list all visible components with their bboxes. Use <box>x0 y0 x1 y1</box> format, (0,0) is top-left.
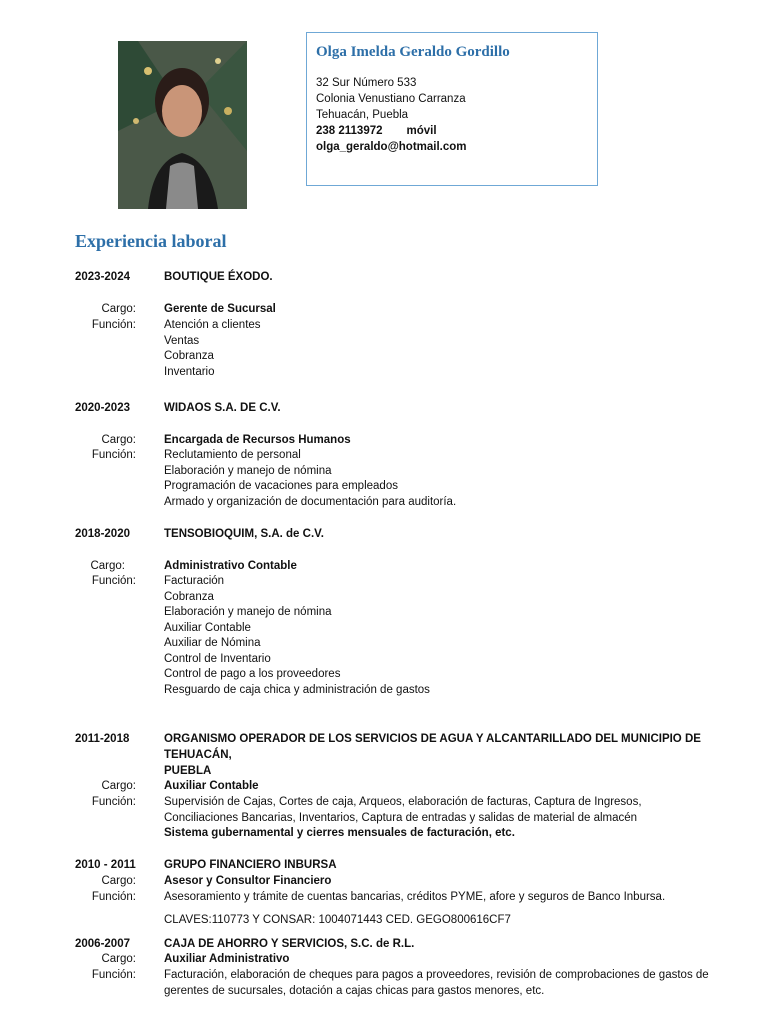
function-item: Auxiliar de Nómina <box>164 637 261 649</box>
job-years: 2011-2018 <box>75 733 130 745</box>
job-company: BOUTIQUE ÉXODO. <box>164 271 273 283</box>
phone-type: móvil <box>406 125 437 137</box>
function-item: Facturación <box>164 575 225 587</box>
job-functions <box>164 795 724 842</box>
function-item: Elaboración y manejo de nómina <box>164 464 332 477</box>
contact-name: Olga Imelda Geraldo Gordillo <box>316 44 510 60</box>
job-claves: CLAVES:110773 Y CONSAR: 1004071443 CED. GEGO800616CF7 <box>164 914 511 926</box>
address-line-1: 32 Sur Número 533 <box>316 77 417 89</box>
function-item: Armado y organización de documentación para auditoría. <box>164 495 457 508</box>
section-title: Experiencia laboral <box>75 231 227 251</box>
cargo-label: Cargo: <box>101 780 136 792</box>
cargo-label: Cargo: <box>90 560 125 572</box>
function-item: Auxiliar Contable <box>164 621 251 634</box>
job-functions <box>164 574 724 698</box>
job-cargo: Encargada de Recursos Humanos <box>164 434 351 446</box>
function-item: Reclutamiento de personal <box>164 449 301 461</box>
function-item: Control de pago a los proveedores <box>164 668 341 680</box>
funcion-label: Función: <box>91 891 136 903</box>
phone-line <box>316 123 588 139</box>
job-functions <box>164 318 724 380</box>
email: olga_geraldo@hotmail.com <box>316 141 467 153</box>
cargo-label: Cargo: <box>101 875 136 887</box>
funcion-label: Función: <box>91 449 136 461</box>
address-line-3: Tehuacán, Puebla <box>316 109 409 121</box>
phone-number: 238 2113972 <box>316 125 383 137</box>
job-cargo: Gerente de Sucursal <box>164 303 276 315</box>
cargo-label: Cargo: <box>101 434 136 446</box>
address-line-2: Colonia Venustiano Carranza <box>316 93 466 105</box>
job-years: 2020-2023 <box>75 402 130 414</box>
funcion-label: Función: <box>91 575 136 587</box>
function-item: Cobranza <box>164 590 214 603</box>
job-company: TENSOBIOQUIM, S.A. de C.V. <box>164 528 324 540</box>
function-item: Programación de vacaciones para empleados <box>164 480 398 492</box>
job-cargo: Administrativo Contable <box>164 560 297 572</box>
company-line: ORGANISMO OPERADOR DE LOS SERVICIOS DE AGUA Y ALCANTARILLADO DEL MUNICIPIO DE TEHUACÁN, <box>164 733 701 761</box>
job-cargo: Auxiliar Administrativo <box>164 953 290 965</box>
job-company: CAJA DE AHORRO Y SERVICIOS, S.C. de R.L. <box>164 938 415 950</box>
cargo-label: Cargo: <box>101 303 136 315</box>
job-cargo: Asesor y Consultor Financiero <box>164 875 332 887</box>
function-item: Elaboración y manejo de nómina <box>164 606 332 618</box>
function-item: Control de Inventario <box>164 652 271 665</box>
function-item: Facturación, elaboración de cheques para pagos a proveedores, revisión de comprobaciones de gastos de <box>164 969 709 981</box>
company-line: PUEBLA <box>164 765 212 777</box>
job-functions <box>164 968 724 999</box>
profile-photo <box>118 41 247 209</box>
contact-box <box>306 32 598 186</box>
job-years: 2023-2024 <box>75 271 130 283</box>
job-years: 2010 - 2011 <box>75 859 136 871</box>
function-item: gerentes de sucursales, dotación a cajas chicas para gastos menores, etc. <box>164 984 545 997</box>
function-item: Resguardo de caja chica y administración de gastos <box>164 683 430 696</box>
job-cargo: Auxiliar Contable <box>164 780 259 792</box>
funcion-label: Función: <box>91 796 136 808</box>
job-years: 2006-2007 <box>75 938 130 950</box>
job-company <box>164 732 724 780</box>
funcion-label: Función: <box>91 319 136 331</box>
function-item: Cobranza <box>164 350 214 362</box>
job-functions <box>164 448 724 510</box>
funcion-label: Función: <box>91 969 136 981</box>
function-item: Inventario <box>164 365 215 378</box>
job-years: 2018-2020 <box>75 528 130 540</box>
job-company: WIDAOS S.A. DE C.V. <box>164 402 281 414</box>
function-item: Ventas <box>164 334 200 347</box>
function-item: Atención a clientes <box>164 319 261 331</box>
function-item: Conciliaciones Bancarias, Inventarios, Captura de entradas y salidas de material de almacén <box>164 811 638 824</box>
cargo-label: Cargo: <box>101 953 136 965</box>
function-item: Sistema gubernamental y cierres mensuales de facturación, etc. <box>164 827 515 839</box>
job-company: GRUPO FINANCIERO INBURSA <box>164 859 337 871</box>
job-function: Asesoramiento y trámite de cuentas bancarias, créditos PYME, afore y seguros de Banco Inbursa. <box>164 891 666 903</box>
function-item: Supervisión de Cajas, Cortes de caja, Arqueos, elaboración de facturas, Captura de Ingresos, <box>164 796 642 808</box>
